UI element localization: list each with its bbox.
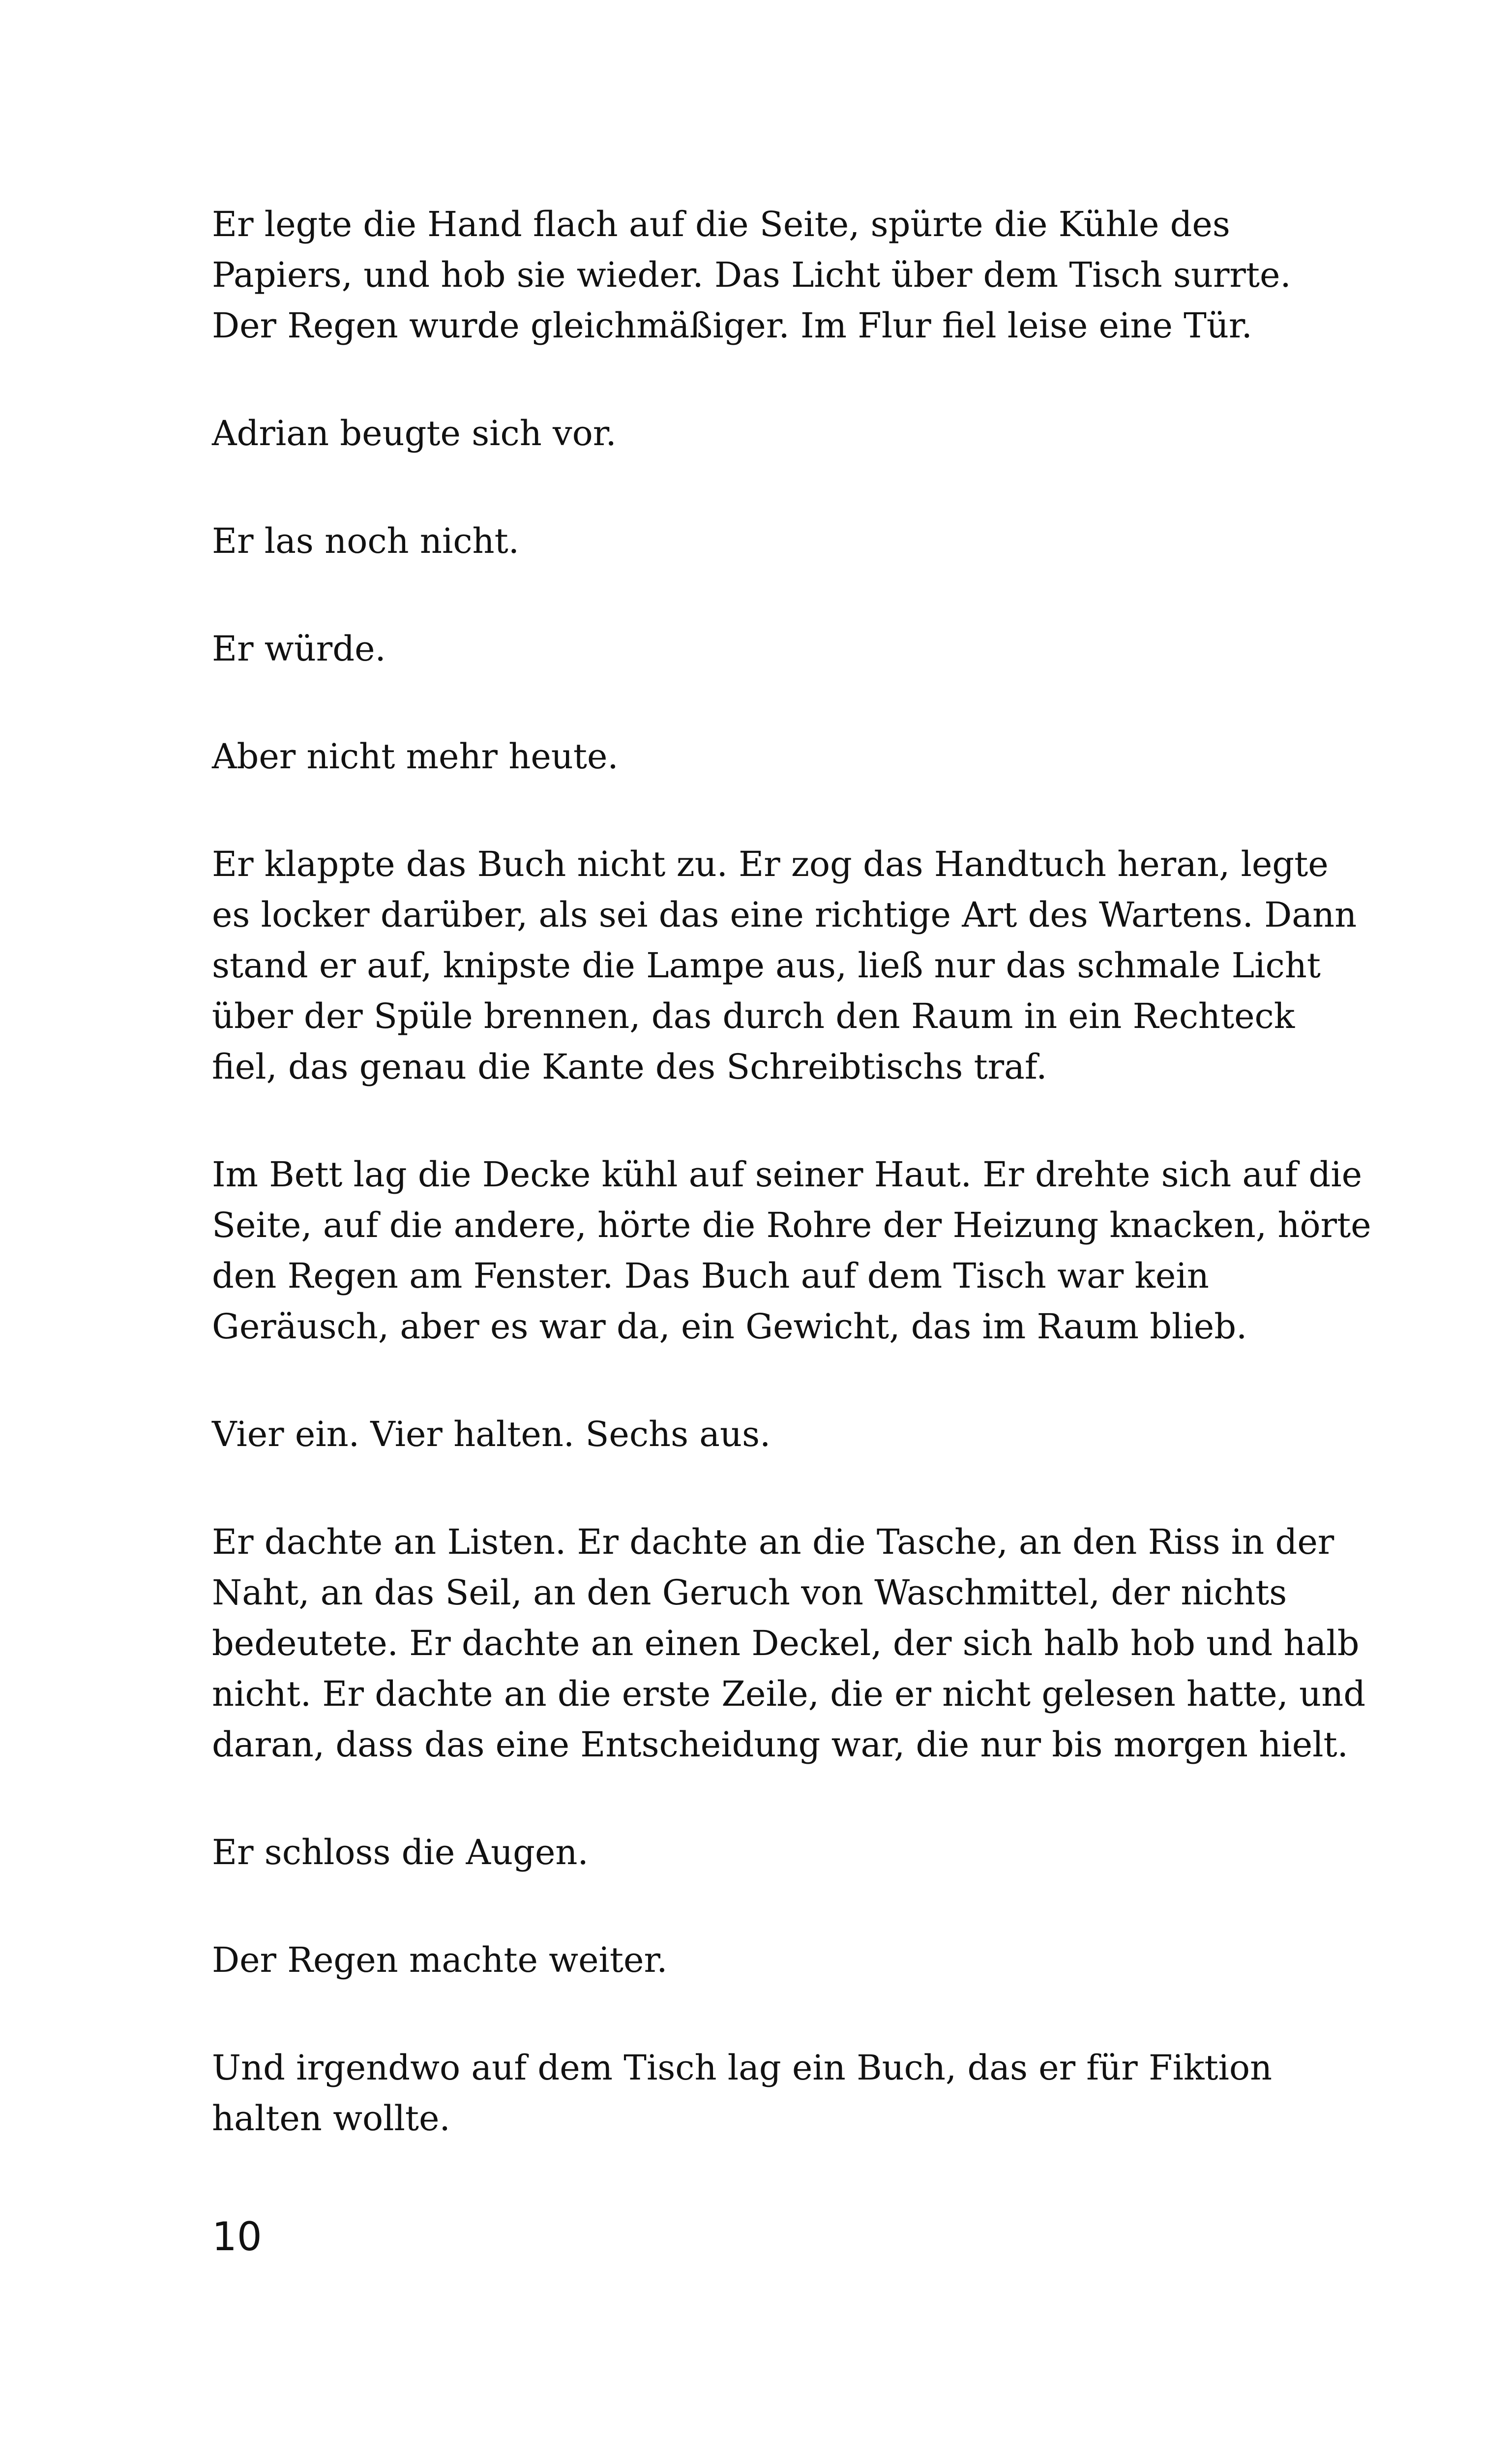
text-line: Geräusch, aber es war da, ein Gewicht, das im Raum blieb.	[212, 1306, 1247, 1347]
text-line: Der Regen wurde gleichmäßiger. Im Flur fiel leise eine Tür.	[212, 305, 1252, 346]
text-line: Naht, an das Seil, an den Geruch von Waschmittel, der nichts	[212, 1572, 1287, 1613]
text-line: Er dachte an Listen. Er dachte an die Tasche, an den Riss in der	[212, 1522, 1334, 1562]
text-line: fiel, das genau die Kante des Schreibtischs traf.	[212, 1047, 1047, 1087]
text-line: Seite, auf die andere, hörte die Rohre der Heizung knacken, hörte	[212, 1205, 1371, 1245]
paragraph-11	[212, 1935, 1313, 1986]
text-line: Der Regen machte weiter.	[212, 1940, 668, 1980]
text-line: Aber nicht mehr heute.	[212, 736, 619, 777]
text-line: stand er auf, knipste die Lampe aus, ließ nur das schmale Licht	[212, 945, 1321, 986]
text-line: Und irgendwo auf dem Tisch lag ein Buch, das er für Fiktion	[212, 2048, 1273, 2088]
text-line: Vier ein. Vier halten. Sechs aus.	[212, 1414, 771, 1454]
text-line: Er würde.	[212, 629, 386, 669]
paragraph-12	[212, 2043, 1313, 2144]
page-number: 10	[212, 2214, 262, 2260]
paragraph-4	[212, 624, 1313, 674]
paragraph-6	[212, 839, 1357, 1092]
text-line: Er las noch nicht.	[212, 521, 520, 561]
text-line: Adrian beugte sich vor.	[212, 413, 617, 453]
paragraph-7	[212, 1149, 1371, 1352]
paragraph-5	[212, 731, 1313, 782]
text-line: es locker darüber, als sei das eine richtige Art des Wartens. Dann	[212, 895, 1357, 935]
text-line: über der Spüle brennen, das durch den Raum in ein Rechteck	[212, 996, 1295, 1036]
paragraph-10	[212, 1827, 1313, 1878]
paragraph-3	[212, 516, 1313, 567]
text-line: bedeutete. Er dachte an einen Deckel, der sich halb hob und halb	[212, 1623, 1360, 1663]
text-line: Papiers, und hob sie wieder. Das Licht über dem Tisch surrte.	[212, 255, 1291, 295]
text-line: Er schloss die Augen.	[212, 1832, 589, 1872]
text-line: Er legte die Hand flach auf die Seite, spürte die Kühle des	[212, 204, 1230, 244]
paragraph-9	[212, 1517, 1366, 1770]
text-line: Im Bett lag die Decke kühl auf seiner Haut. Er drehte sich auf die	[212, 1154, 1363, 1195]
text-line: halten wollte.	[212, 2098, 450, 2139]
text-line: daran, dass das eine Entscheidung war, die nur bis morgen hielt.	[212, 1724, 1348, 1765]
text-line: Er klappte das Buch nicht zu. Er zog das Handtuch heran, legte	[212, 844, 1329, 884]
paragraph-2	[212, 408, 1313, 459]
text-line: den Regen am Fenster. Das Buch auf dem Tisch war kein	[212, 1256, 1209, 1296]
text-line: nicht. Er dachte an die erste Zeile, die er nicht gelesen hatte, und	[212, 1674, 1366, 1714]
paragraph-8	[212, 1409, 1313, 1460]
body-text	[212, 199, 1371, 2201]
paragraph-1	[212, 199, 1313, 351]
